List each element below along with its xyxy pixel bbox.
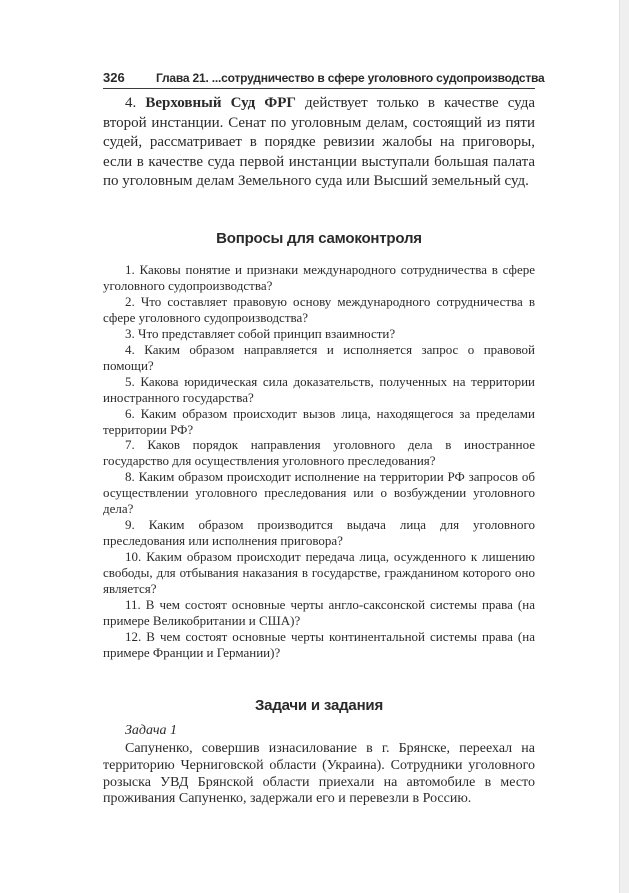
- question-item: 1. Каковы понятие и признаки международного сотрудничества в сфере уголовного судопроизводства?: [103, 262, 535, 293]
- tasks-heading: Задачи и задания: [254, 697, 383, 714]
- intro-paragraph: [103, 94, 535, 192]
- question-item: 7. Каков порядок направления уголовного дела в иностранное государство для осуществления уголовного преследования?: [103, 437, 535, 469]
- questions-list: [103, 262, 535, 661]
- page-number: 326: [103, 70, 125, 85]
- question-item: 6. Каким образом происходит вызов лица, находящегося за пределами территории РФ?: [103, 405, 535, 437]
- court-name: Верховный Суд ФРГ: [145, 95, 296, 111]
- question-item: 11. В чем состоят основные черты англо-саксонской системы права (на примере Великобритании и США)?: [103, 597, 535, 628]
- running-header: [103, 70, 545, 89]
- question-item: 10. Каким образом происходит передача лица, осужденного к лишению свободы, для отбывания наказания в государстве, гражданином которого оно является?: [103, 549, 535, 597]
- questions-heading: Вопросы для самоконтроля: [216, 230, 422, 247]
- task-body: [103, 741, 535, 808]
- intro-lead: 4.: [125, 95, 146, 111]
- question-item: 12. В чем состоят основные черты континентальной системы права (на примере Франции и Германии)?: [103, 628, 535, 660]
- question-item: 5. Какова юридическая сила доказательств, полученных на территории иностранного государства?: [103, 373, 535, 405]
- question-item: 4. Каким образом направляется и исполняется запрос о правовой помощи?: [103, 341, 535, 373]
- question-item: 3. Что представляет собой принцип взаимности?: [125, 325, 396, 341]
- question-item: 2. Что составляет правовую основу международного сотрудничества в сфере уголовного судопроизводства?: [103, 293, 535, 325]
- question-item: 9. Каким образом производится выдача лица для уголовного преследования или исполнения приговора?: [103, 517, 535, 549]
- page-edge-shadow: [619, 0, 629, 893]
- task-text: Сапуненко, совершив изнасилование в г. Брянске, переехал на территорию Черниговской области (Украина). Сотрудники уголовного розыска УВД Брянской области приехали на автомобиле в место проживания Сапуненко, задержали его и перевезли в Россию.: [103, 741, 535, 807]
- task-title: Задача 1: [125, 723, 178, 738]
- question-item: 8. Каким образом происходит исполнение на территории РФ запросов об осуществлении уголовного преследования или о возбуждении уголовного дела?: [103, 469, 535, 517]
- running-title: Глава 21. ...сотрудничество в сфере уголовного судопроизводства: [156, 71, 545, 85]
- intro-text: действует только в качестве суда второй инстанции. Сенат по уголовным делам, состоящий из пяти судей, рассматривает в порядке ревизии жалобы на приговоры, если в качестве суда первой инстанции выступали большая палата по уголовным делам Земельного суда или Высший земельный суд.: [103, 95, 536, 189]
